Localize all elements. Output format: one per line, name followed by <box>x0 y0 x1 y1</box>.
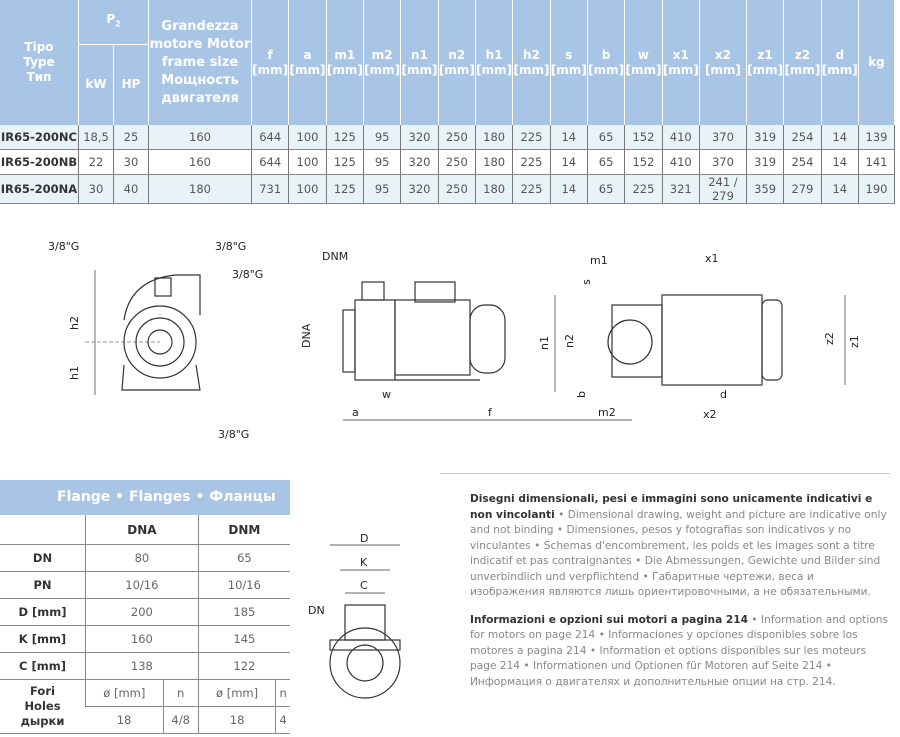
col-dim: s [mm] <box>550 0 587 125</box>
cell-b: 65 <box>587 175 624 204</box>
cell-z1: 319 <box>746 125 783 150</box>
cell-s: 14 <box>550 150 587 175</box>
dnm-value: 65 <box>198 545 290 572</box>
cell-h1: 180 <box>475 175 512 204</box>
dna-value: 10/16 <box>86 572 199 599</box>
cell-m1: 125 <box>326 175 363 204</box>
disclaimer-note: Disegni dimensionali, pesi e immagini sono unicamente indicativi e non vincolanti • Dimensional drawing, weight and picture are indicative only and not binding • Dimensiones, pesos y fotografias son indicativos y no vinculantes • Schemas d'encombrement, les poids et les images sont a titre indicatif et pas contraignantes • Die Abmessungen, Gewichte und Bilder sind unverbindlich und verpflichtend • Габаритные чертежи, веса и изображения являются лишь ориентировочными, а не обязательными. <box>470 493 887 598</box>
holes-dia-header: ø [mm] <box>198 680 276 707</box>
cell-h2: 225 <box>513 125 550 150</box>
cell-m2: 95 <box>363 150 400 175</box>
col-kw: kW <box>79 44 114 125</box>
holes-n-header: n <box>163 680 198 707</box>
row-label: K [mm] <box>0 626 86 653</box>
label-m1: m1 <box>590 254 608 267</box>
cell-m1: 125 <box>326 125 363 150</box>
flange-row <box>0 626 290 653</box>
cell-a: 100 <box>289 125 326 150</box>
holes-label: Fori Holes дырки <box>0 680 86 734</box>
cell-d: 14 <box>821 150 858 175</box>
row-label: C [mm] <box>0 653 86 680</box>
cell-type: IR65-200NC <box>0 125 79 150</box>
label-h2: h2 <box>68 316 81 330</box>
cell-w: 152 <box>625 125 662 150</box>
cell-type: IR65-200NB <box>0 150 79 175</box>
row-label: PN <box>0 572 86 599</box>
cell-n1: 320 <box>401 175 438 204</box>
col-dim: d [mm] <box>821 0 858 125</box>
label-a: a <box>352 406 359 419</box>
label-x1: x1 <box>705 252 719 265</box>
col-dim: b [mm] <box>587 0 624 125</box>
flange-row <box>0 545 290 572</box>
dnm-value: 10/16 <box>198 572 290 599</box>
front-view-drawing <box>85 270 200 395</box>
cell-hp: 25 <box>114 125 149 150</box>
cell-h1: 180 <box>475 150 512 175</box>
notes <box>470 492 890 702</box>
cell-h2: 225 <box>513 150 550 175</box>
label-n2: n2 <box>563 334 576 348</box>
row-label: DN <box>0 545 86 572</box>
col-dim: a [mm] <box>289 0 326 125</box>
cell-z2: 279 <box>784 175 821 204</box>
cell-x1: 410 <box>662 125 699 150</box>
flange-title: Flange • Flanges • Фланцы <box>0 480 290 515</box>
col-kg: kg <box>859 0 895 125</box>
label-b: b <box>575 391 588 398</box>
dnm-hole-dia: 18 <box>198 707 276 734</box>
table-row <box>0 175 895 204</box>
label-3-8g: 3/8"G <box>232 268 264 281</box>
cell-kg: 139 <box>859 125 895 150</box>
col-dim: z1 [mm] <box>746 0 783 125</box>
cell-type: IR65-200NA <box>0 175 79 204</box>
cell-n1: 320 <box>401 125 438 150</box>
cell-kg: 141 <box>859 150 895 175</box>
dna-value: 160 <box>86 626 199 653</box>
cell-s: 14 <box>550 175 587 204</box>
label-C: C <box>360 579 368 592</box>
col-dim: n1 [mm] <box>401 0 438 125</box>
dnm-value: 145 <box>198 626 290 653</box>
cell-f: 644 <box>252 125 289 150</box>
cell-h2: 225 <box>513 175 550 204</box>
dnm-hole-n: 4 <box>276 707 290 734</box>
label-dnm: DNM <box>322 250 349 263</box>
cell-kw: 30 <box>79 175 114 204</box>
dna-hole-n: 4/8 <box>163 707 198 734</box>
cell-frame: 160 <box>149 125 252 150</box>
label-3-8g: 3/8"G <box>218 428 250 441</box>
cell-n2: 250 <box>438 150 475 175</box>
cell-kw: 18,5 <box>79 125 114 150</box>
label-3-8g: 3/8"G <box>215 240 247 253</box>
cell-d: 14 <box>821 125 858 150</box>
flange-table <box>0 480 290 734</box>
cell-f: 644 <box>252 150 289 175</box>
holes-n-header: n <box>276 680 290 707</box>
col-dim: x1 [mm] <box>662 0 699 125</box>
col-dim: m2 [mm] <box>363 0 400 125</box>
col-dna: DNA <box>86 515 199 545</box>
table-row <box>0 125 895 150</box>
col-dim: h2 [mm] <box>513 0 550 125</box>
motor-info-note: Informazioni e opzioni sui motori a pagina 214 • Information and options for motors on page 214 • Informaciones y opciones disponibles sobre los motores a pagina 214 • Information et options disponibles sur les moteurs page 214 • Informationen und Optionen für Motoren auf Seite 214 • Информация о двигателях и дополнительные опции на стр. 214. <box>470 613 889 688</box>
row-label: D [mm] <box>0 599 86 626</box>
cell-w: 152 <box>625 150 662 175</box>
cell-x1: 321 <box>662 175 699 204</box>
cell-z2: 254 <box>784 150 821 175</box>
cell-n1: 320 <box>401 150 438 175</box>
cell-f: 731 <box>252 175 289 204</box>
label-w: w <box>382 388 391 401</box>
dna-value: 138 <box>86 653 199 680</box>
divider <box>440 473 890 474</box>
dimensions-table <box>0 0 895 204</box>
label-D: D <box>360 532 369 545</box>
cell-frame: 180 <box>149 175 252 204</box>
cell-n2: 250 <box>438 125 475 150</box>
label-K: K <box>360 556 368 569</box>
cell-m1: 125 <box>326 150 363 175</box>
cell-frame: 160 <box>149 150 252 175</box>
top-view-drawing <box>555 295 845 392</box>
cell-hp: 40 <box>114 175 149 204</box>
dnm-value: 122 <box>198 653 290 680</box>
col-dim: f [mm] <box>252 0 289 125</box>
cell-hp: 30 <box>114 150 149 175</box>
table-row <box>0 150 895 175</box>
holes-dia-header: ø [mm] <box>86 680 164 707</box>
label-dna: DNA <box>300 323 313 348</box>
label-3-8g: 3/8"G <box>48 240 80 253</box>
col-type: Tipo Type Тип <box>0 0 79 125</box>
cell-x2: 241 / 279 <box>699 175 746 204</box>
label-DN: DN <box>308 604 325 617</box>
cell-n2: 250 <box>438 175 475 204</box>
col-dim: x2 [mm] <box>699 0 746 125</box>
cell-m2: 95 <box>363 175 400 204</box>
col-dnm: DNM <box>198 515 290 545</box>
cell-z1: 359 <box>746 175 783 204</box>
col-dim: n2 [mm] <box>438 0 475 125</box>
cell-x1: 410 <box>662 150 699 175</box>
cell-m2: 95 <box>363 125 400 150</box>
cell-x2: 370 <box>699 150 746 175</box>
label-m2: m2 <box>598 406 616 419</box>
cell-kw: 22 <box>79 150 114 175</box>
col-dim: m1 [mm] <box>326 0 363 125</box>
label-x2: x2 <box>703 408 717 421</box>
label-h1: h1 <box>68 366 81 380</box>
flange-row <box>0 599 290 626</box>
flange-row <box>0 653 290 680</box>
cell-x2: 370 <box>699 125 746 150</box>
cell-s: 14 <box>550 125 587 150</box>
label-n1: n1 <box>538 336 551 350</box>
dnm-value: 185 <box>198 599 290 626</box>
col-dim: h1 [mm] <box>475 0 512 125</box>
dna-value: 200 <box>86 599 199 626</box>
label-z1: z1 <box>848 335 861 348</box>
col-frame: Grandezza motore Motor frame size Мощность двигателя <box>149 0 252 125</box>
col-dim: z2 [mm] <box>784 0 821 125</box>
cell-b: 65 <box>587 125 624 150</box>
flange-row <box>0 572 290 599</box>
cell-h1: 180 <box>475 125 512 150</box>
cell-a: 100 <box>289 175 326 204</box>
cell-d: 14 <box>821 175 858 204</box>
label-s: s <box>580 279 593 285</box>
cell-b: 65 <box>587 150 624 175</box>
label-z2: z2 <box>823 332 836 345</box>
cell-z1: 319 <box>746 150 783 175</box>
dna-hole-dia: 18 <box>86 707 164 734</box>
label-d: d <box>720 388 727 401</box>
cell-z2: 254 <box>784 125 821 150</box>
col-hp: HP <box>114 44 149 125</box>
cell-kg: 190 <box>859 175 895 204</box>
col-p2: $P_2$ <box>79 0 149 44</box>
cell-w: 225 <box>625 175 662 204</box>
label-f: f <box>488 406 492 419</box>
dna-value: 80 <box>86 545 199 572</box>
cell-a: 100 <box>289 150 326 175</box>
col-dim: w [mm] <box>625 0 662 125</box>
